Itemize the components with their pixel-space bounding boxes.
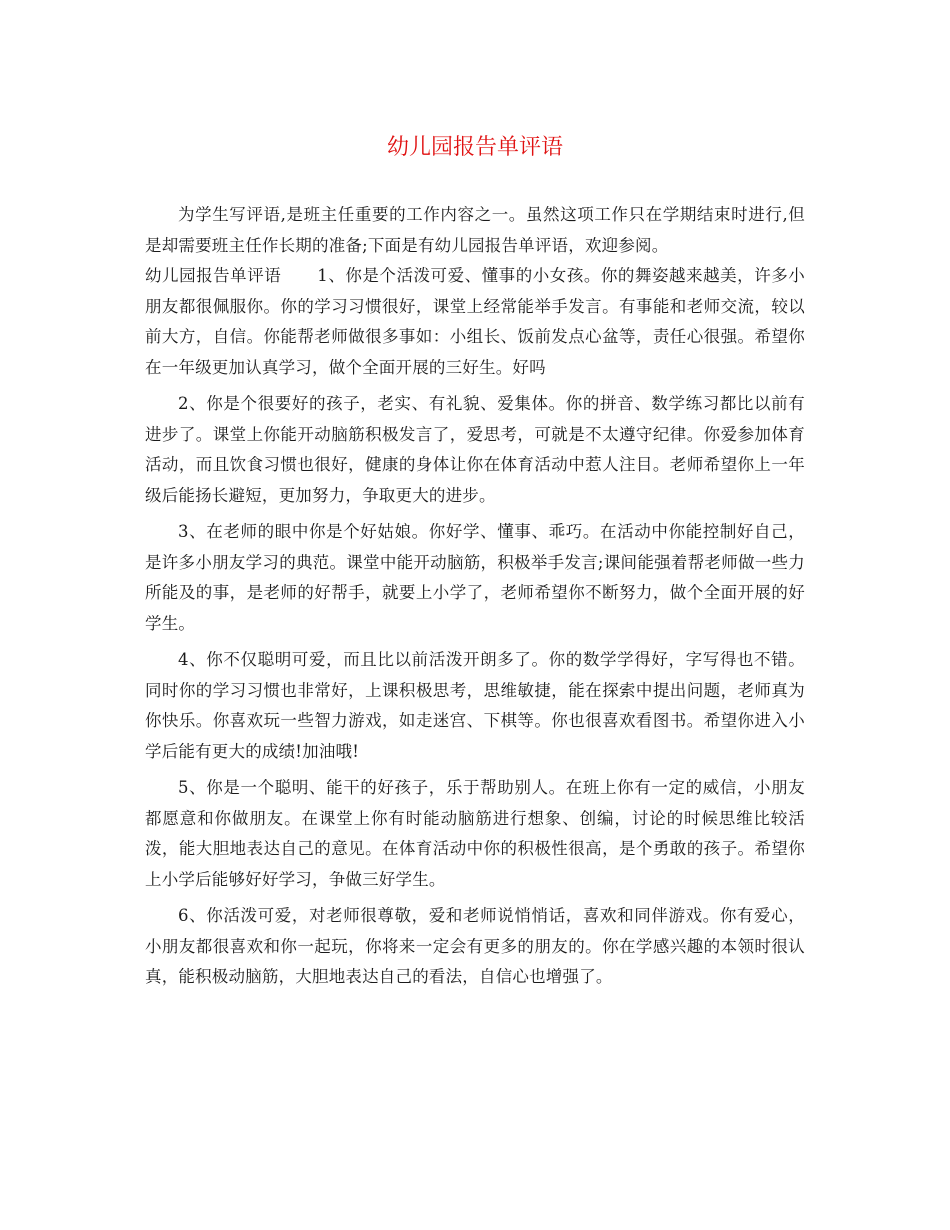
paragraph-4: 4、你不仅聪明可爱，而且比以前活泼开朗多了。你的数学学得好，字写得也不错。同时你的学习习惯也非常好，上课积极思考，思维敏捷，能在探索中提出问题，老师真为你快乐。你喜欢玩一些智力游戏，如走迷宫、下棋等。你也很喜欢看图书。希望你进入小学后能有更大的成绩!加油哦! — [145, 650, 805, 761]
intro-paragraph: 为学生写评语,是班主任重要的工作内容之一。虽然这项工作只在学期结束时进行,但是却需要班主任作长期的准备;下面是有幼儿园报告单评语，欢迎参阅。 — [145, 205, 805, 255]
paragraph-1-text: 1、你是个活泼可爱、懂事的小女孩。你的舞姿越来越美，许多小朋友都很佩服你。你的学习习惯很好，课堂上经常能举手发言。有事能和老师交流，较以前大方，自信。你能帮老师做很多事如：小组长、饭前发点心盆等，责任心很强。希望你在一年级更加认真学习，做个全面开展的三好生。好吗 — [145, 266, 805, 377]
page-title: 幼儿园报告单评语 — [386, 135, 563, 160]
paragraph-1 — [145, 261, 805, 383]
paragraph-6: 6、你活泼可爱，对老师很尊敬，爱和老师说悄悄话，喜欢和同伴游戏。你有爱心，小朋友都很喜欢和你一起玩，你将来一定会有更多的朋友的。你在学感兴趣的本领时很认真，能积极动脑筋，大胆地表达自己的看法，自信心也增强了。 — [145, 906, 805, 986]
section-label: 幼儿园报告单评语 — [145, 266, 282, 285]
paragraph-2: 2、你是个很要好的孩子，老实、有礼貌、爱集体。你的拼音、数学练习都比以前有进步了。课堂上你能开动脑筋积极发言了，爱思考，可就是不太遵守纪律。你爱参加体育活动，而且饮食习惯也很好，健康的身体让你在体育活动中惹人注目。老师希望你上一年级后能扬长避短，更加努力，争取更大的进步。 — [145, 394, 805, 505]
paragraph-3: 3、在老师的眼中你是个好姑娘。你好学、懂事、乖巧。在活动中你能控制好自己，是许多小朋友学习的典范。课堂中能开动脑筋，积极举手发言;课间能强着帮老师做一些力所能及的事，是老师的好帮手，就要上小学了，老师希望你不断努力，做个全面开展的好学生。 — [145, 522, 805, 633]
paragraph-5: 5、你是一个聪明、能干的好孩子，乐于帮助别人。在班上你有一定的威信，小朋友都愿意和你做朋友。在课堂上你有时能动脑筋进行想象、创编，讨论的时候思维比较活泼，能大胆地表达自己的意见。在体育活动中你的积极性很高，是个勇敢的孩子。希望你上小学后能够好好学习，争做三好学生。 — [145, 778, 805, 889]
document-body — [145, 200, 805, 999]
